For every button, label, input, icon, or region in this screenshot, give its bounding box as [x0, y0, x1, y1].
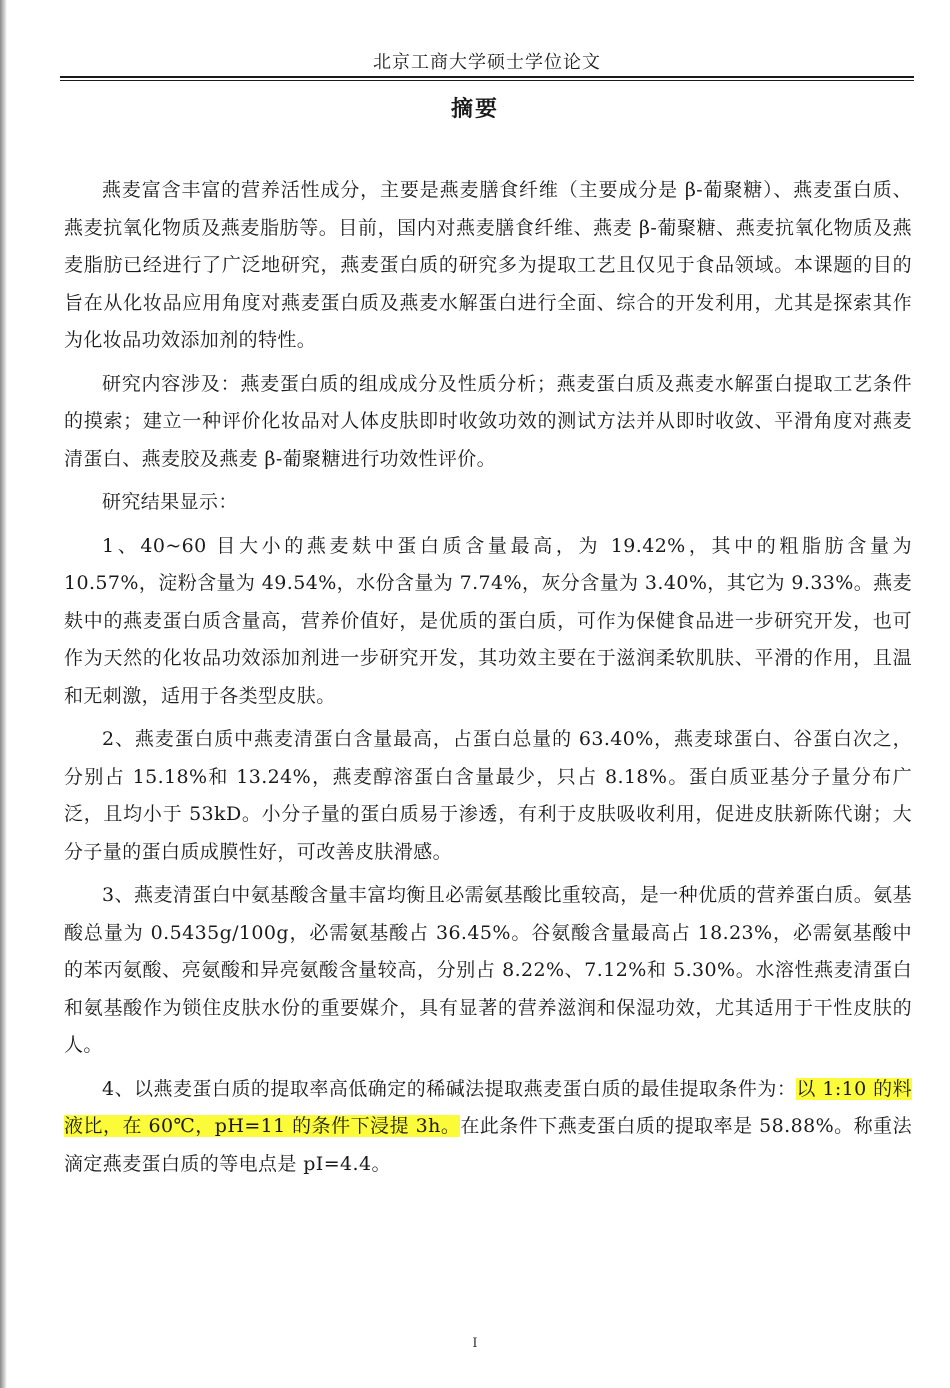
page-edge-shadow — [0, 0, 7, 1388]
running-header: 北京工商大学硕士学位论文 — [373, 52, 601, 73]
paragraph-intro: 燕麦富含丰富的营养活性成分，主要是燕麦膳食纤维（主要成分是 β-葡聚糖）、燕麦蛋白质、燕麦抗氧化物质及燕麦脂肪等。目前，国内对燕麦膳食纤维、燕麦 β-葡聚糖、燕麦抗氧化物质及燕麦脂肪已经进行了广泛地研究，燕麦蛋白质的研究多为提取工艺且仅见于食品领域。本课题的目的旨在从化妆品应用角度对燕麦蛋白质及燕麦水解蛋白进行全面、综合的开发利用，尤其是探索其作为化妆品功效添加剂的特性。 — [64, 179, 912, 351]
header-rule-thick — [60, 76, 914, 78]
paragraph-results-heading: 研究结果显示： — [102, 491, 238, 513]
header-rule-thin — [60, 80, 914, 81]
result-4-lead: 4、以燕麦蛋白质的提取率高低确定的稀碱法提取燕麦蛋白质的最佳提取条件为： — [102, 1077, 797, 1100]
paragraph-result-3: 3、燕麦清蛋白中氨基酸含量丰富均衡且必需氨基酸比重较高，是一种优质的营养蛋白质。氨基酸总量为 0.5435g/100g，必需氨基酸占 36.45%。谷氨酸含量最高占 18.23%，必需氨基酸中的苯丙氨酸、亮氨酸和异亮氨酸含量较高，分别占 8.22%、7.12%和 5.30%。水溶性燕麦清蛋白和氨基酸作为锁住皮肤水份的重要媒介，具有显著的营养滋润和保湿功效，尤其适用于干性皮肤的人。 — [64, 884, 912, 1056]
highlighted-extraction-conditions: 以 1:10 的料液比，在 60℃，pH=11 的条件下浸提 3h。 — [64, 1077, 912, 1137]
paragraph-research-content: 研究内容涉及：燕麦蛋白质的组成成分及性质分析；燕麦蛋白质及燕麦水解蛋白提取工艺条件的摸索；建立一种评价化妆品对人体皮肤即时收敛功效的测试方法并从即时收敛、平滑角度对燕麦清蛋白、燕麦胶及燕麦 β-葡聚糖进行功效性评价。 — [64, 372, 912, 470]
paragraph-result-2: 2、燕麦蛋白质中燕麦清蛋白含量最高，占蛋白总量的 63.40%，燕麦球蛋白、谷蛋白次之，分别占 15.18%和 13.24%，燕麦醇溶蛋白含量最少，只占 8.18%。蛋白质亚基分子量分布广泛，且均小于 53kD。小分子量的蛋白质易于渗透，有利于皮肤吸收利用，促进皮肤新陈代谢；大分子量的蛋白质成膜性好，可改善皮肤滑感。 — [64, 728, 912, 863]
paragraph-result-1: 1、40~60 目大小的燕麦麸中蛋白质含量最高，为 19.42%，其中的粗脂肪含量为 10.57%，淀粉含量为 49.54%，水份含量为 7.74%，灰分含量为 3.40%，其它为 9.33%。燕麦麸中的燕麦蛋白质含量高，营养价值好，是优质的蛋白质，可作为保健食品进一步研究开发，也可作为天然的化妆品功效添加剂进一步研究开发，其功效主要在于滋润柔软肌肤、平滑的作用，且温和无刺激，适用于各类型皮肤。 — [64, 534, 912, 707]
page-number: I — [472, 1336, 478, 1351]
abstract-body — [64, 172, 912, 1189]
paragraph-result-4 — [64, 1071, 912, 1184]
result-4-tail: 在此条件下燕麦蛋白质的提取率是 58.88%。称重法滴定燕麦蛋白质的等电点是 pI=4.4。 — [64, 1115, 912, 1175]
page-title: 摘要 — [450, 97, 499, 122]
